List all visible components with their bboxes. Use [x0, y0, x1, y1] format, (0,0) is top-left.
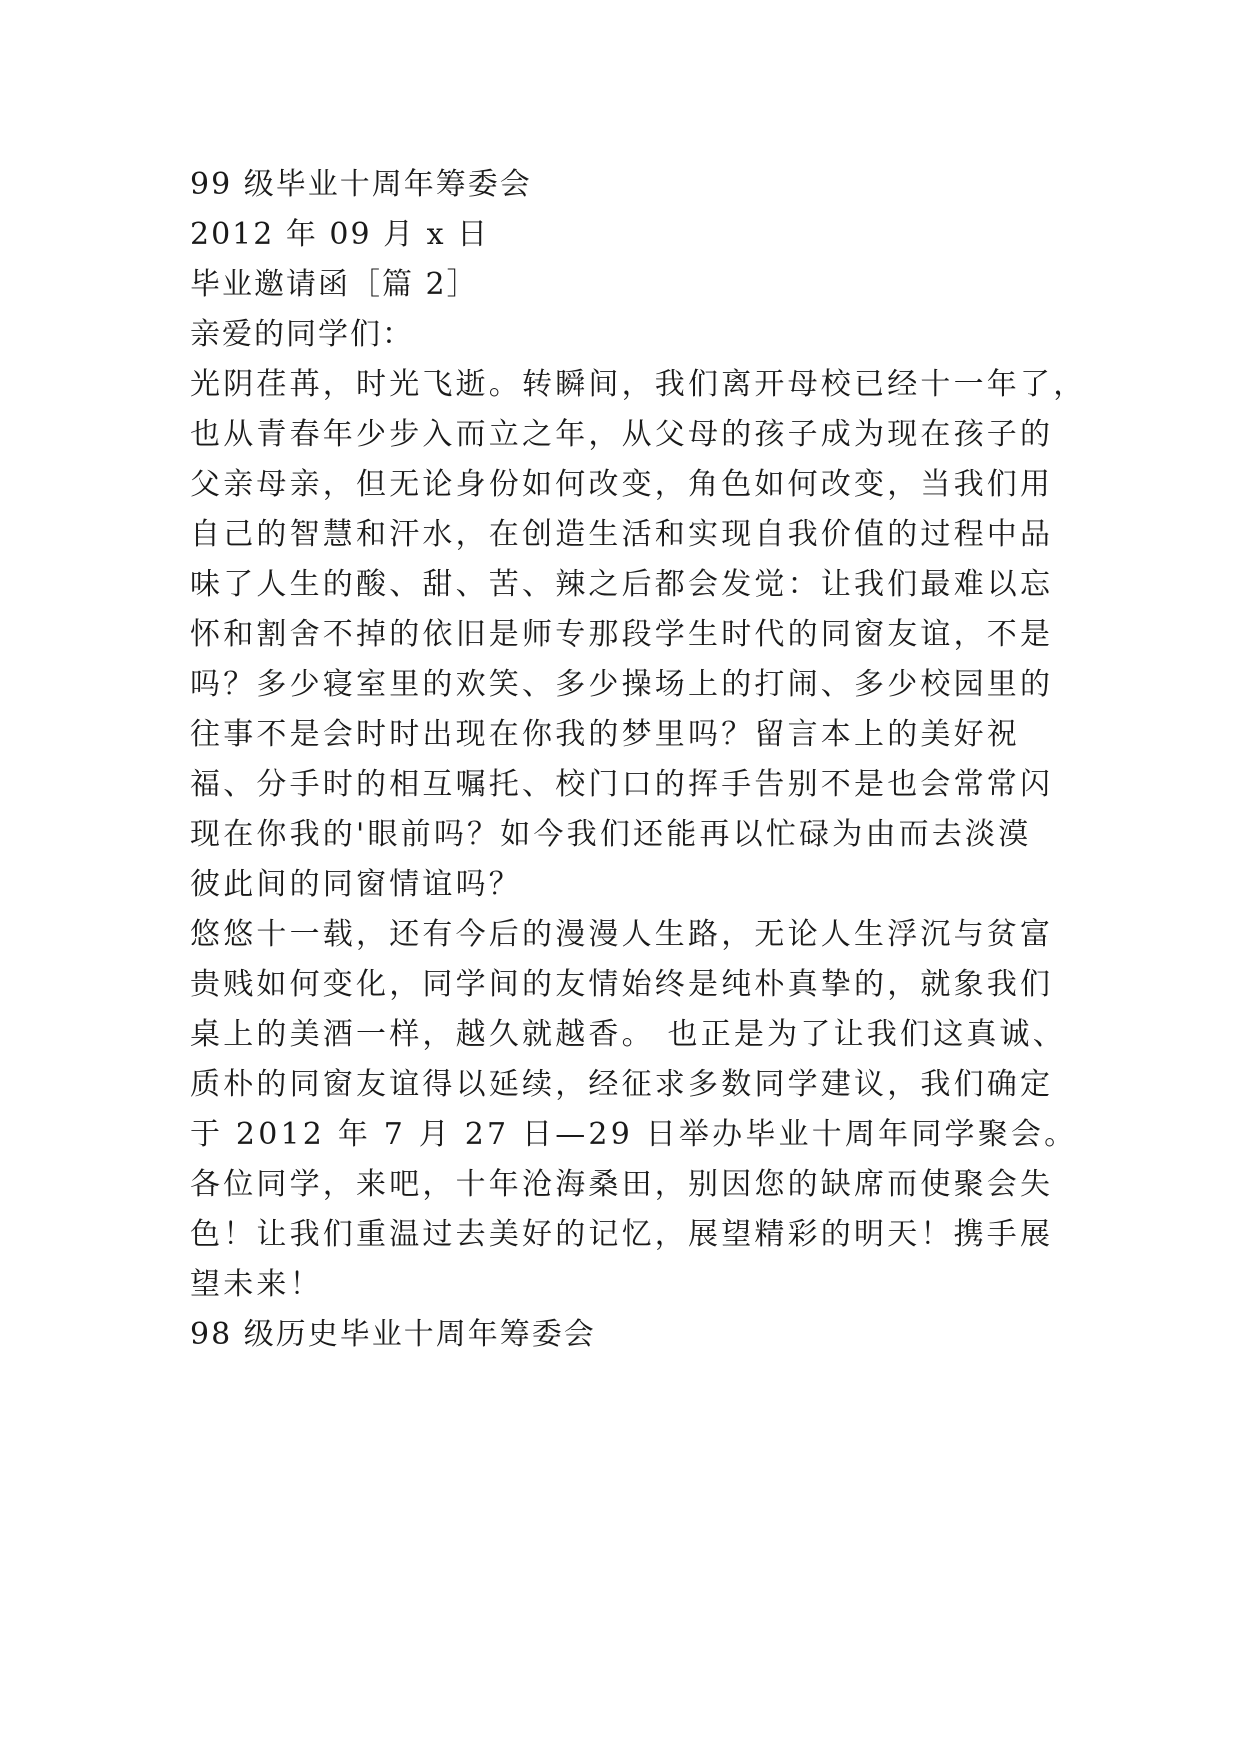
text-line: 往事不是会时时出现在你我的梦里吗？留言本上的美好祝: [190, 717, 1020, 752]
document-date: 2012 年 09 月 x 日: [190, 217, 490, 252]
paragraph-1: [190, 360, 1087, 910]
text-line: 色！让我们重温过去美好的记忆，展望精彩的明天！携手展: [190, 1217, 1054, 1252]
text-line: 父亲母亲，但无论身份如何改变，角色如何改变，当我们用: [190, 467, 1054, 502]
text-line: 于 2012 年 7 月 27 日—29 日举办毕业十周年同学聚会。: [190, 1117, 1078, 1152]
text-line: 现在你我的'眼前吗？如今我们还能再以忙碌为由而去淡漠: [190, 817, 1032, 852]
text-line: 自己的智慧和汗水，在创造生活和实现自我价值的过程中品: [190, 517, 1054, 552]
text-line: 味了人生的酸、甜、苦、辣之后都会发觉：让我们最难以忘: [190, 567, 1054, 602]
text-line: 彼此间的同窗情谊吗？: [190, 867, 522, 902]
text-line: 各位同学，来吧，十年沧海桑田，别因您的缺席而使聚会失: [190, 1167, 1054, 1202]
text-line: 福、分手时的相互嘱托、校门口的挥手告别不是也会常常闪: [190, 767, 1054, 802]
text-line: 桌上的美酒一样，越久就越香。 也正是为了让我们这真诚、: [190, 1017, 1066, 1052]
text-line: 吗？多少寝室里的欢笑、多少操场上的打闹、多少校园里的: [190, 667, 1054, 702]
signature: 98 级历史毕业十周年筹委会: [190, 1317, 596, 1352]
text-line: 质朴的同窗友谊得以延续，经征求多数同学建议，我们确定: [190, 1067, 1054, 1102]
text-line: 怀和割舍不掉的依旧是师专那段学生时代的同窗友谊，不是: [190, 617, 1054, 652]
header-block: [190, 160, 1070, 360]
text-line: 悠悠十一载，还有今后的漫漫人生路，无论人生浮沉与贫富: [190, 917, 1054, 952]
paragraph-2: [190, 910, 1078, 1310]
document-title: 毕业邀请函［篇 2］: [190, 267, 479, 302]
committee-name: 99 级毕业十周年筹委会: [190, 167, 532, 202]
document-body: [190, 160, 1087, 1360]
salutation: 亲爱的同学们：: [190, 317, 414, 352]
text-line: 也从青春年少步入而立之年，从父母的孩子成为现在孩子的: [190, 417, 1054, 452]
text-line: 望未来！: [190, 1267, 323, 1302]
text-line: 光阴荏苒，时光飞逝。转瞬间，我们离开母校已经十一年了，: [190, 367, 1087, 402]
text-line: 贵贱如何变化，同学间的友情始终是纯朴真挚的，就象我们: [190, 967, 1054, 1002]
